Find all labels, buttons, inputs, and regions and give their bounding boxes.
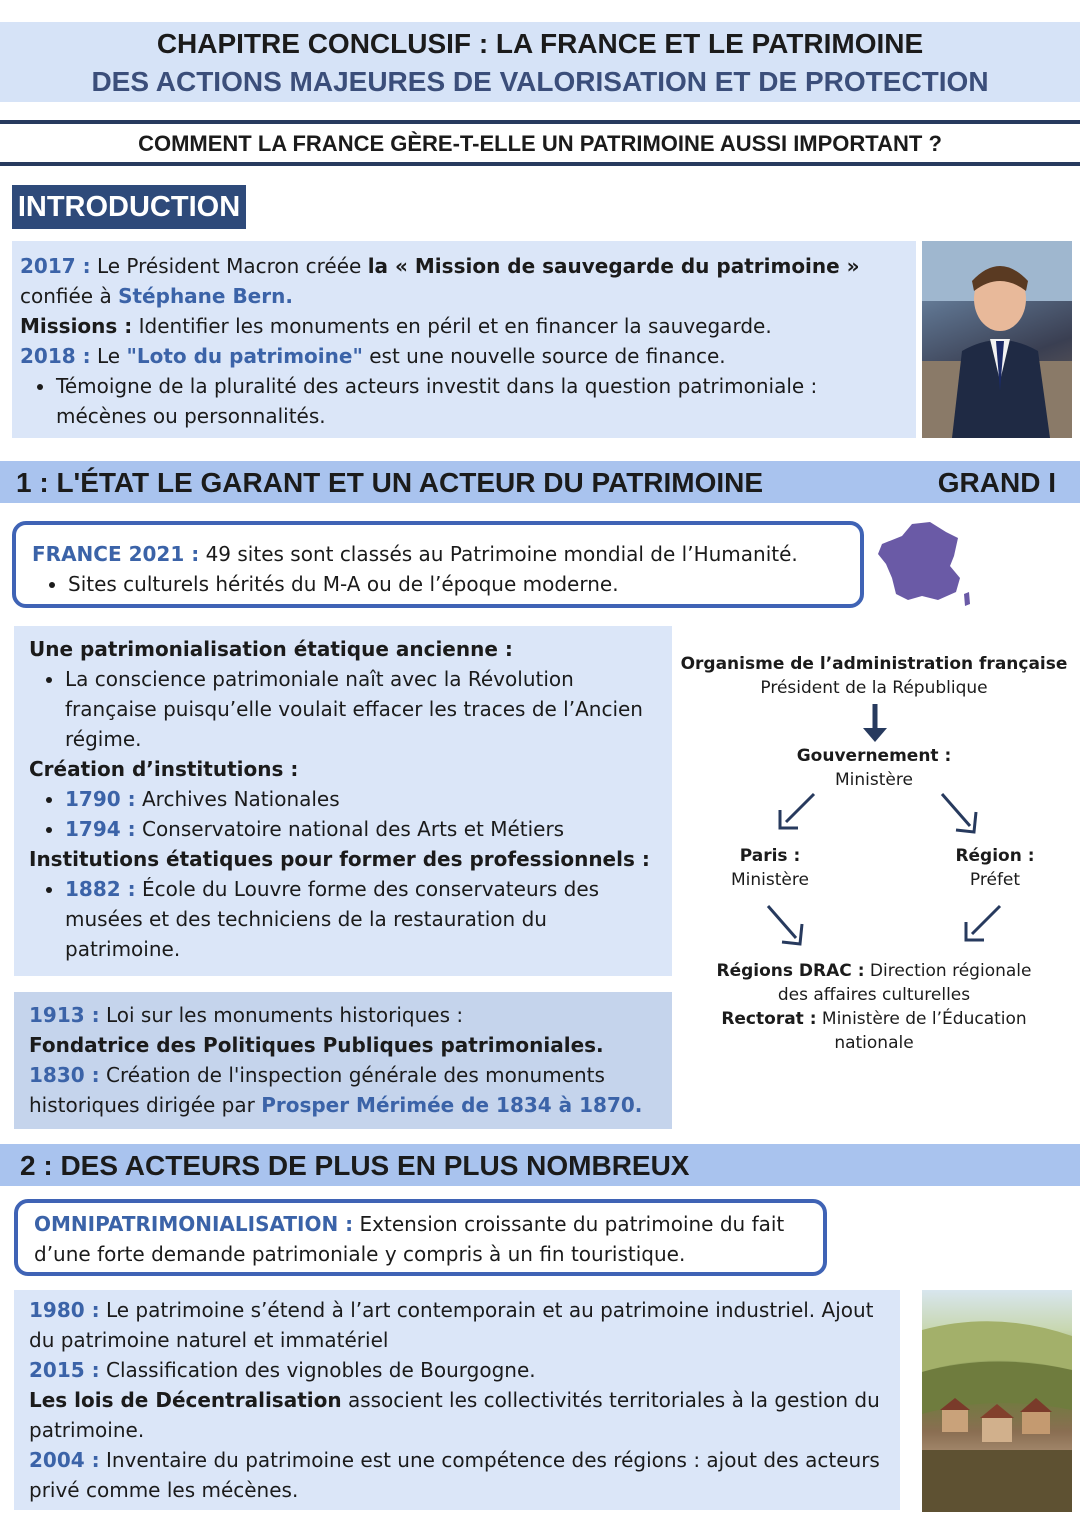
france-bullet: • Sites culturels hérités du M-A ou de l’époque moderne.: [68, 569, 844, 599]
bourgogne-vineyard-photo: [922, 1290, 1072, 1512]
heading-ancienne: Une patrimonialisation étatique ancienne :: [29, 637, 513, 661]
section2-title: 2 : DES ACTEURS DE PLUS EN PLUS NOMBREUX: [20, 1150, 690, 1181]
bullet-1882: • 1882 : École du Louvre forme des conservateurs des musées et des techniciens de la restauration du patrimoine.: [65, 874, 657, 964]
problem-question: COMMENT LA FRANCE GÈRE-T-ELLE UN PATRIMOINE AUSSI IMPORTANT ?: [138, 131, 942, 156]
omnipatrimonialisation-box: OMNIPATRIMONIALISATION : Extension croissante du patrimoine du fait d’une forte demande patrimoniale y compris à un fin touristique.: [14, 1199, 827, 1276]
intro-2017: 2017 : Le Président Macron créée la « Mission de sauvegarde du patrimoine »: [20, 254, 860, 278]
heading-professionnels: Institutions étatiques pour former des professionnels :: [29, 847, 650, 871]
org-chart-title: Organisme de l’administration française Président de la République: [676, 652, 1072, 700]
bullet-1790: • 1790 : Archives Nationales: [65, 784, 657, 814]
item-2004: 2004 : Inventaire du patrimoine est une compétence des régions : ajout des acteurs privé comme les mécènes.: [29, 1448, 880, 1502]
arrow-down-right-icon: [938, 790, 982, 836]
intro-bern: confiée à Stéphane Bern.: [20, 284, 293, 308]
section1-band: [0, 461, 1080, 503]
person-illustration: [922, 241, 1072, 438]
intro-panel: [12, 241, 916, 438]
org-drac: Régions DRAC : Direction régionale des affaires culturelles Rectorat : Ministère de l’Éducation nationale: [700, 959, 1048, 1055]
france-2021-box: FRANCE 2021 : 49 sites sont classés au Patrimoine mondial de l’Humanité. • Sites culturels hérités du M-A ou de l’époque moderne.: [12, 521, 864, 608]
item-2015: 2015 : Classification des vignobles de Bourgogne.: [29, 1358, 536, 1382]
title-band: [0, 22, 1080, 102]
acteurs-panel: [14, 1290, 900, 1510]
section2-band: [0, 1144, 1080, 1186]
intro-2018: 2018 : Le "Loto du patrimoine" est une nouvelle source de finance.: [20, 344, 726, 368]
arrow-down-left-icon-2: [960, 902, 1004, 946]
org-rectorat: Rectorat : Ministère de l’Éducation nationale: [721, 1009, 1027, 1053]
org-president: Président de la République: [760, 678, 988, 698]
chapter-subtitle: DES ACTIONS MAJEURES DE VALORISATION ET DE PROTECTION: [91, 66, 989, 97]
org-gouvernement: Gouvernement : Ministère: [796, 746, 952, 790]
landscape-illustration: [922, 1290, 1072, 1512]
intro-bullet: • Témoigne de la pluralité des acteurs investit dans la question patrimoniale : mécènes ou personnalités.: [56, 371, 908, 431]
section1-title: 1 : L'ÉTAT LE GARANT ET UN ACTEUR DU PATRIMOINE: [16, 467, 764, 498]
bullet-revolution: • La conscience patrimoniale naît avec la Révolution française puisqu’elle voulait effacer les traces de l’Ancien régime.: [65, 664, 657, 754]
org-region: Région : Préfet: [955, 846, 1035, 890]
intro-tag: INTRODUCTION: [12, 185, 246, 229]
intro-missions: Missions : Identifier les monuments en péril et en financer la sauvegarde.: [20, 314, 772, 338]
bullet-1794: • 1794 : Conservatoire national des Arts et Métiers: [65, 814, 657, 844]
france-map-icon: [872, 516, 978, 610]
item-decentralisation: Les lois de Décentralisation associent les collectivités territoriales à la gestion du patrimoine.: [29, 1388, 880, 1442]
arrow-down-right-icon-2: [764, 902, 808, 948]
org-paris: Paris : Ministère: [731, 846, 809, 890]
divider-bottom: [0, 162, 1080, 166]
arrow-down-icon: [860, 702, 890, 744]
arrow-down-left-icon: [774, 790, 818, 834]
item-1980: 1980 : Le patrimoine s’étend à l’art contemporain et au patrimoine industriel. Ajout du patrimoine naturel et immatériel: [29, 1298, 874, 1352]
fondatrice-text: Fondatrice des Politiques Publiques patrimoniales.: [29, 1033, 604, 1057]
stephane-bern-photo: [922, 241, 1072, 438]
loi-1913-panel: 1913 : Loi sur les monuments historiques : Fondatrice des Politiques Publiques patrimoniales. 1830 : Création de l'inspection générale des monuments historiques dirigée par Prosper Mérimée de 1834 à 1870.: [14, 992, 672, 1129]
chapter-title: CHAPITRE CONCLUSIF : LA FRANCE ET LE PATRIMOINE: [156, 28, 924, 59]
heading-institutions: Création d’institutions :: [29, 757, 299, 781]
patrimonialisation-panel: [14, 626, 672, 976]
grand-label: GRAND I: [937, 467, 1056, 498]
